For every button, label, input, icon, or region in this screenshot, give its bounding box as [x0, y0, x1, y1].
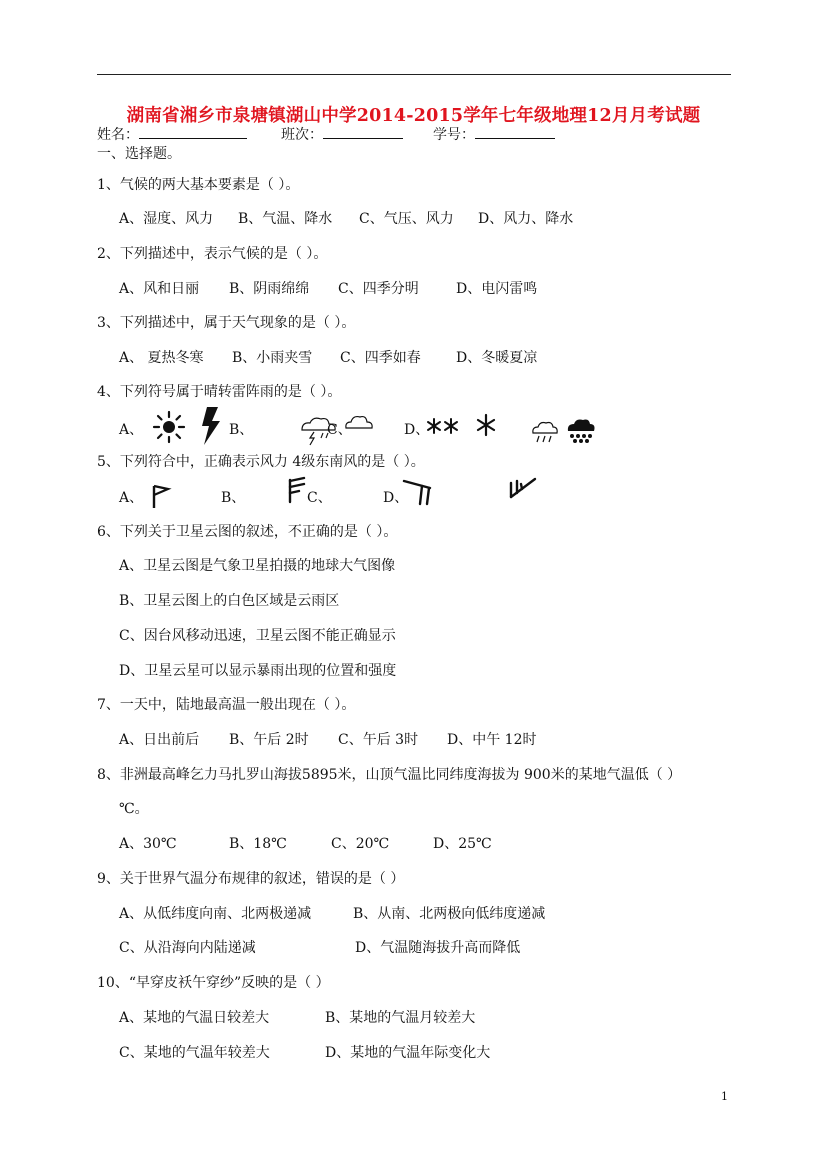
q7-option-a[interactable]: A、日出前后 [119, 732, 200, 748]
page-number: 1 [721, 1090, 728, 1103]
cloud-rain-icon [531, 420, 559, 446]
q4-option-c[interactable]: C、 [327, 422, 352, 438]
question-8: 8、非洲最高峰乞力马扎罗山海拔5895米，山顶气温比同纬度海拔为 900米的某地气温低（ ） [97, 767, 682, 783]
question-5: 5、下列符合中，正确表示风力 4级东南风的是（ ）。 [97, 454, 425, 470]
q7-option-c[interactable]: C、午后 3时 [338, 732, 419, 748]
q3-option-a[interactable]: A、 夏热冬寒 [119, 350, 204, 366]
id-field [433, 126, 555, 144]
q10-option-d[interactable]: D、某地的气温年际变化大 [325, 1045, 491, 1061]
header-rule [97, 74, 731, 75]
question-3: 3、下列描述中，属于天气现象的是（ ）。 [97, 315, 356, 331]
cloud-icon [344, 413, 374, 431]
q1-option-d[interactable]: D、风力、降水 [478, 211, 574, 227]
q7-option-b[interactable]: B、午后 2时 [229, 732, 309, 748]
q2-option-c[interactable]: C、四季分明 [338, 281, 419, 297]
student-info-line [97, 126, 247, 144]
id-label: 学号： [433, 127, 475, 143]
q3-option-d[interactable]: D、冬暖夏凉 [456, 350, 538, 366]
wind-barb-icon-e [508, 475, 538, 503]
q4-option-d[interactable]: D、 [404, 422, 430, 438]
snowflake-icon [476, 413, 496, 437]
q2-option-d[interactable]: D、电闪雷鸣 [456, 281, 538, 297]
q6-option-a[interactable]: A、卫星云图是气象卫星拍摄的地球大气图像 [119, 558, 396, 574]
name-label: 姓名： [97, 127, 139, 143]
q9-option-c[interactable]: C、从沿海向内陆递减 [119, 940, 256, 956]
q10-option-c[interactable]: C、某地的气温年较差大 [119, 1045, 270, 1061]
q10-option-a[interactable]: A、某地的气温日较差大 [119, 1010, 270, 1026]
id-blank[interactable] [475, 126, 555, 139]
q9-option-d[interactable]: D、气温随海拔升高而降低 [355, 940, 521, 956]
q3-option-b[interactable]: B、小雨夹雪 [232, 350, 313, 366]
q9-option-a[interactable]: A、从低纬度向南、北两极递减 [119, 906, 312, 922]
class-label: 班次： [281, 127, 323, 143]
q1-option-a[interactable]: A、湿度、风力 [119, 211, 214, 227]
q10-option-b[interactable]: B、某地的气温月较差大 [325, 1010, 476, 1026]
name-blank[interactable] [139, 126, 247, 139]
question-6: 6、下列关于卫星云图的叙述，不正确的是（ ）。 [97, 524, 398, 540]
q7-option-d[interactable]: D、中午 12时 [447, 732, 537, 748]
q6-option-b[interactable]: B、卫星云图上的白色区域是云雨区 [119, 593, 340, 609]
q8-option-b[interactable]: B、18℃ [229, 836, 287, 852]
q5-option-b[interactable]: B、 [221, 490, 246, 506]
wind-flag-icon-a [150, 483, 174, 509]
q4-option-b[interactable]: B、 [229, 422, 254, 438]
q6-option-c[interactable]: C、因台风移动迅速，卫星云图不能正确显示 [119, 628, 396, 644]
question-8-continued: ℃。 [119, 801, 149, 817]
question-2: 2、下列描述中，表示气候的是（ ）。 [97, 246, 328, 262]
exam-title: 湖南省湘乡市泉塘镇湖山中学2014-2015学年七年级地理12月月考试题 [126, 106, 701, 126]
section-heading: 一、选择题。 [97, 146, 181, 162]
q8-option-c[interactable]: C、20℃ [331, 836, 390, 852]
q2-option-a[interactable]: A、风和日丽 [119, 281, 200, 297]
heavy-rain-icon [566, 418, 596, 444]
wind-barb-icon-d [402, 478, 434, 508]
q9-option-b[interactable]: B、从南、北两极向低纬度递减 [353, 906, 546, 922]
q5-option-a[interactable]: A、 [119, 490, 144, 506]
q1-option-c[interactable]: C、气压、风力 [359, 211, 454, 227]
snow-icon [426, 416, 460, 436]
lightning-icon [199, 407, 223, 447]
sun-icon [152, 410, 188, 444]
question-7: 7、一天中，陆地最高温一般出现在（ ）。 [97, 697, 356, 713]
question-9: 9、关于世界气温分布规律的叙述，错误的是（ ） [97, 871, 405, 887]
class-field [281, 126, 403, 144]
q5-option-d[interactable]: D、 [383, 490, 409, 506]
question-4: 4、下列符号属于晴转雷阵雨的是（ ）。 [97, 384, 342, 400]
question-1: 1、气候的两大基本要素是（ ）。 [97, 177, 300, 193]
q6-option-d[interactable]: D、卫星云星可以显示暴雨出现的位置和强度 [119, 663, 397, 679]
q3-option-c[interactable]: C、四季如春 [340, 350, 421, 366]
class-blank[interactable] [323, 126, 403, 139]
q8-option-d[interactable]: D、25℃ [433, 836, 492, 852]
q2-option-b[interactable]: B、阴雨绵绵 [229, 281, 310, 297]
q4-option-a[interactable]: A、 [119, 422, 144, 438]
q8-option-a[interactable]: A、30℃ [119, 836, 177, 852]
question-10: 10、“早穿皮袄午穿纱”反映的是（ ） [97, 975, 330, 991]
q5-option-c[interactable]: C、 [307, 490, 332, 506]
q1-option-b[interactable]: B、气温、降水 [238, 211, 333, 227]
